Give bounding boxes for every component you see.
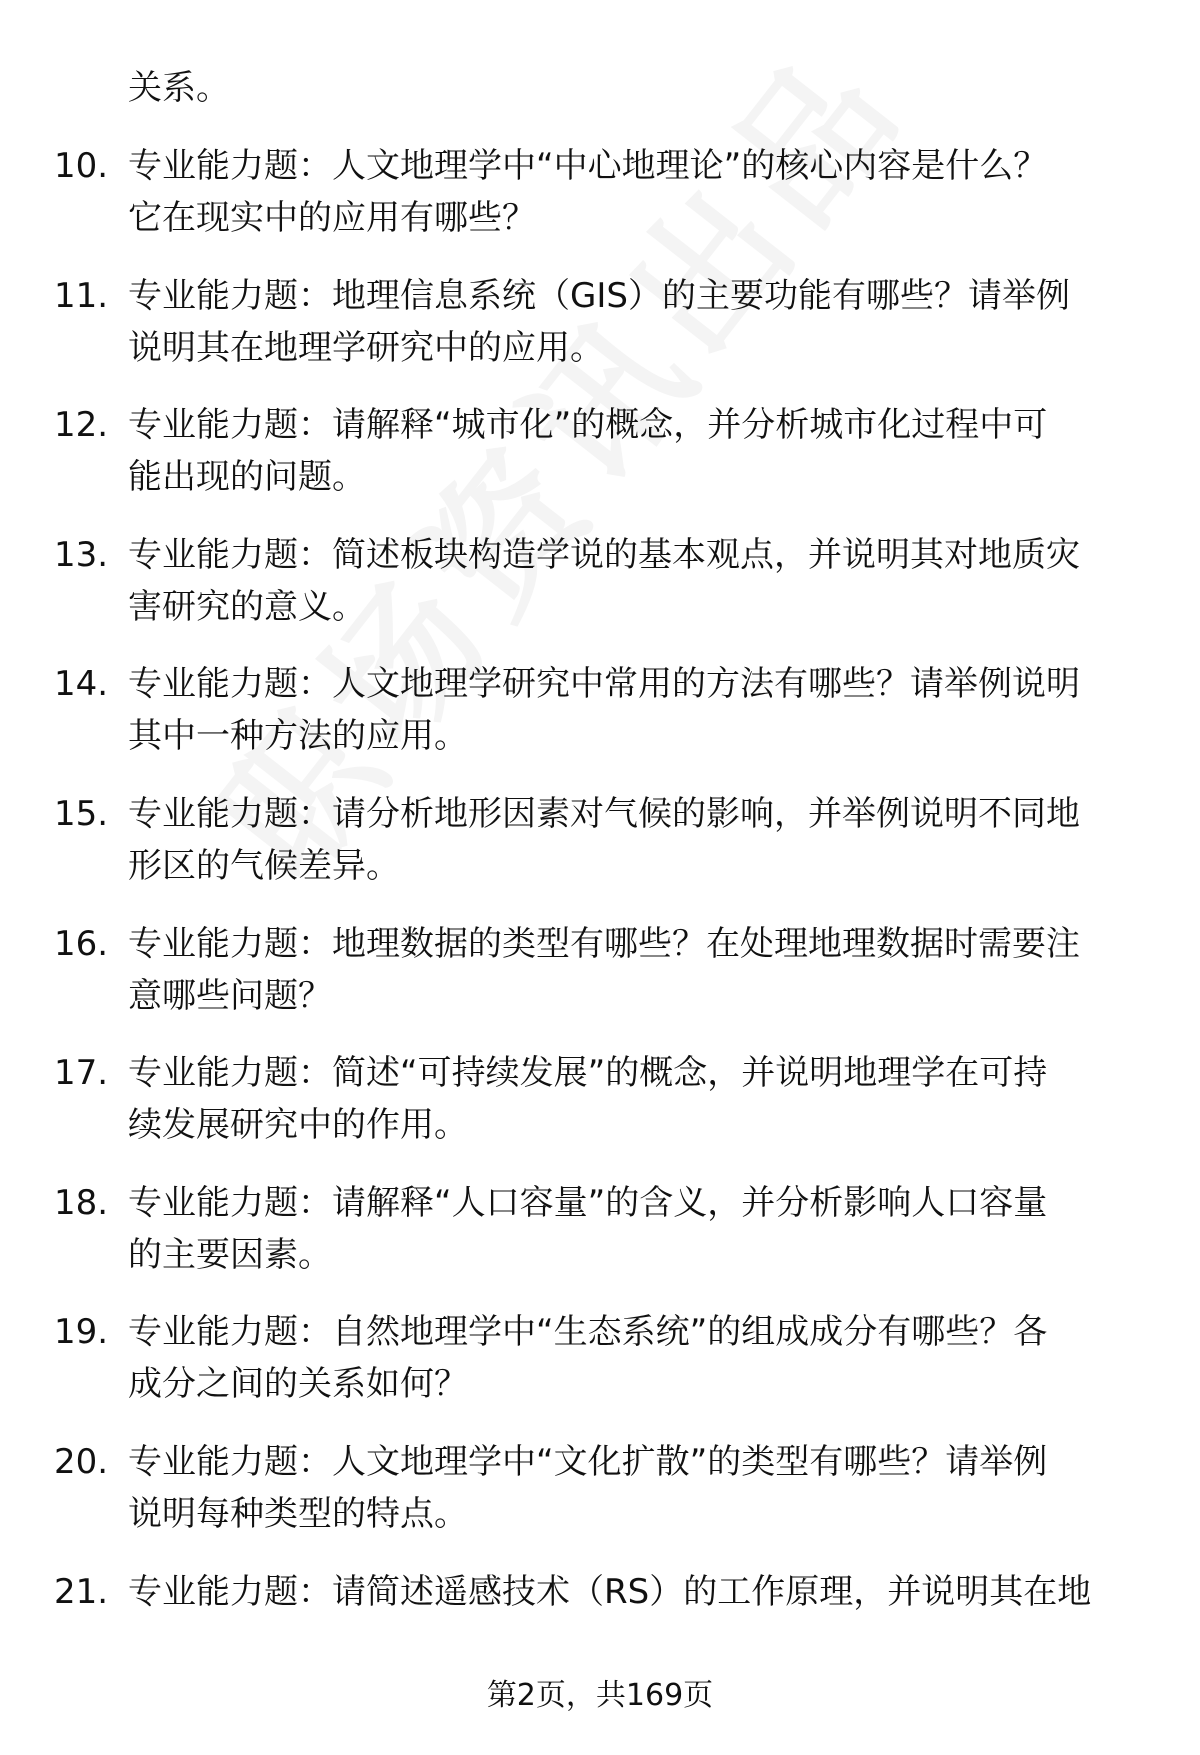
- question-text: 专业能力题：地理信息系统（GIS）的主要功能有哪些？请举例 说明其在地理学研究中的应用。: [128, 275, 1070, 368]
- question-number: 14.: [54, 664, 109, 705]
- question-item: [0, 399, 1200, 529]
- question-number: 11.: [54, 275, 109, 316]
- question-number: 15.: [54, 793, 109, 834]
- question-text: 专业能力题：自然地理学中“生态系统”的组成成分有哪些？各 成分之间的关系如何？: [128, 1312, 1048, 1405]
- question-text: 专业能力题：请解释“城市化”的概念，并分析城市化过程中可 能出现的问题。: [128, 405, 1048, 498]
- question-text: 专业能力题：简述“可持续发展”的概念，并说明地理学在可持 续发展研究中的作用。: [128, 1053, 1048, 1146]
- question-text: 专业能力题：简述板块构造学说的基本观点，并说明其对地质灾 害研究的意义。: [128, 534, 1080, 627]
- question-text: 专业能力题：请解释“人口容量”的含义，并分析影响人口容量 的主要因素。: [128, 1182, 1048, 1275]
- page-footer: 第2页，共169页: [486, 1678, 714, 1713]
- question-number: 21.: [54, 1571, 109, 1612]
- question-number: 19.: [54, 1312, 109, 1353]
- question-item: [0, 1177, 1200, 1307]
- continuation-text: 关系。: [128, 68, 230, 108]
- question-item: [0, 529, 1200, 659]
- question-item: [0, 1436, 1200, 1566]
- question-item: [0, 918, 1200, 1048]
- question-number: 16.: [54, 923, 109, 964]
- question-number: 18.: [54, 1182, 109, 1223]
- question-text: 专业能力题：人文地理学中“中心地理论”的核心内容是什么？ 它在现实中的应用有哪些？: [128, 146, 1048, 238]
- question-number: 13.: [54, 534, 109, 575]
- question-text: 专业能力题：人文地理学研究中常用的方法有哪些？请举例说明 其中一种方法的应用。: [128, 664, 1080, 757]
- question-text: 专业能力题：地理数据的类型有哪些？在处理地理数据时需要注 意哪些问题？: [128, 923, 1080, 1016]
- question-item: [0, 270, 1200, 400]
- question-item: [0, 788, 1200, 918]
- question-number: 10.: [54, 146, 109, 186]
- question-item: [0, 140, 1200, 270]
- question-text: 专业能力题：请分析地形因素对气候的影响，并举例说明不同地 形区的气候差异。: [128, 793, 1080, 886]
- question-number: 20.: [54, 1441, 109, 1482]
- question-item: [0, 658, 1200, 788]
- question-text: 专业能力题：请简述遥感技术（RS）的工作原理，并说明其在地: [128, 1571, 1092, 1612]
- question-text: 专业能力题：人文地理学中“文化扩散”的类型有哪些？请举例 说明每种类型的特点。: [128, 1441, 1048, 1534]
- question-list: [0, 140, 1200, 1695]
- question-item: [0, 1306, 1200, 1436]
- question-item: [0, 1047, 1200, 1177]
- question-number: 12.: [54, 405, 109, 446]
- question-number: 17.: [54, 1053, 109, 1094]
